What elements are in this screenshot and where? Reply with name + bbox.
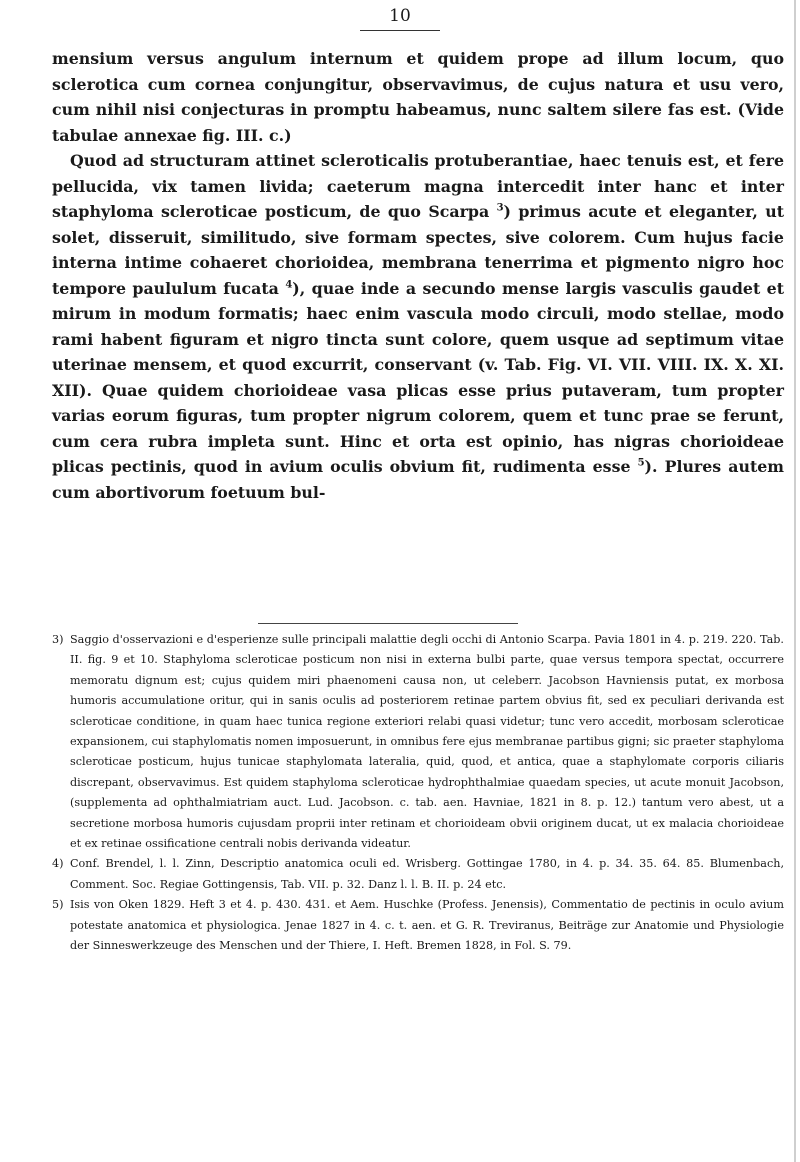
footnote-3	[52, 630, 784, 854]
paragraph-structure: Quod ad structuram attinet scleroticalis protuberantiae, haec tenuis est, et fere pellucida, vix tamen livida; caeterum magna intercedit inter hanc et inter staphyloma scleroticae posticum, de quo Scarpa $^3$) primus acute et eleganter, ut solet, disseruit, similitudo, sive formam spectes, sive colorem. Cum hujus facie interna intime cohaeret chorioidea, membrana tenerrima et pigmento nigro hoc tempore paululum fucata $^4$), quae inde a secundo mense largis vasculis gaudet et mirum in modum formatis; haec enim vascula modo circuli, modo stellae, modo rami habent figuram et nigro tincta sunt colore, quem usque ad septimum vitae uterinae mensem, et quod excurrit, conservant (v. Tab. Fig. VI. VII. VIII. IX. X. XI. XII). Quae quidem chorioideae vasa plicas esse prius putaveram, tum propter varias eorum figuras, tum propter nigrum colorem, quem et tunc prae se ferunt, cum cera rubra impleta sunt. Hinc et orta est opinio, has nigras chorioideae plicas pectinis, quod in avium oculis obvium fit, rudimenta esse $^5$). Plures autem cum abortivorum foetuum bul-	[52, 151, 785, 502]
paragraph-2-text-c: , quae inde a secundo mense largis vasculis gaudet et mirum in modum formatis; haec enim vascula modo circuli, modo stellae, modo rami habent figuram et nigro tincta sunt colore, quem usque ad septimum vitae uterinae mensem, et quod excurrit, conservant (v. Tab. Fig. VI. VII. VIII. IX. X. XI. XII). Quae quidem chorioideae vasa plicas esse prius putaveram, tum propter varias eorum figuras, tum propter nigrum colorem, quem et tunc prae se ferunt, cum cera rubra impleta sunt. Hinc et orta est opinio, has nigras chorioideae plicas pectinis, quod in avium oculis obvium fit, rudimenta esse	[52, 278, 784, 476]
footnote-text: Conf. Brendel, l. l. Zinn, Descriptio anatomica oculi ed. Wrisberg. Gottingae 1780, in 4. p. 34. 35. 64. 85. Blumenbach, Comment. Soc. Regiae Gottingensis, Tab. VII. p. 32. Danz l. l. B. II. p. 24 etc.	[70, 857, 784, 891]
footnote-ref-3[interactable]: 3	[496, 202, 504, 214]
paragraph-continued	[52, 46, 784, 148]
footnote-number: 5)	[52, 898, 64, 912]
paragraph-2-text-d: . Plures autem cum abortivorum foetuum bul-	[52, 457, 785, 502]
footnotes-section	[52, 630, 784, 957]
footnote-number: 3)	[52, 633, 64, 646]
footnote-ref-4[interactable]: 4	[285, 279, 293, 291]
footnote-4	[52, 854, 784, 895]
footnote-text: Saggio d'osservazioni e d'esperienze sulle principali malattie degli occhi di Antonio Scarpa. Pavia 1801 in 4. p. 219. 220. Tab. II. fig. 9 et 10. Staphyloma scleroticae posticum non nisi in externa bulbi parte, quae versus tempora spectat, occurrere memoratu dignum est; cujus quidem miri phaenomeni causa non, ut celeberr. Jacobson Havniensis putat, ex morbosa humoris accumulatione oritur, qui in sanis oculis ad posteriorem retinae partem obvius fit, sed ex peculiari derivanda est scleroticae conditione, in quam haec tunica regione exteriori relabi quasi videtur; tunc vero accedit, morbosam scleroticae expansionem, cui staphylomatis nomen imposuerunt, in omnibus fere ejus membranae partibus gigni; sic praeter staphyloma scleroticae posticum, hujus tunicae staphylomata lateralia, quid, quod, et antica, quae a staphylomate corporis ciliaris discrepant, observavimus. Est quidem staphyloma scleroticae hydrophthalmiae quaedam species, ut acute monuit Jacobson, (supplementa ad ophthalmiatriam auct. Lud. Jacobson. c. tab. aen. Havniae, 1821 in 8. p. 12.) tantum vero abest, ut a secretione morbosa humoris cujusdam proprii inter retinam et chorioideam obvii originem ducat, ut ex malacia chorioideae et ex retinae ossificatione centrali nobis derivanda videatur.	[70, 633, 784, 851]
footnote-5	[52, 895, 784, 956]
page-number-rule	[360, 30, 440, 31]
footnote-separator	[258, 623, 518, 624]
paragraph-2-text-a: Quod ad structuram attinet scleroticalis protuberantiae, haec tenuis est, et fere pellucida, vix tamen livida; caeterum magna intercedit inter hanc et inter staphyloma scleroticae posticum, de quo Scarpa	[52, 151, 784, 221]
page-edge-shadow	[794, 0, 796, 1162]
paragraph-1-text: mensium versus angulum internum et quidem prope ad illum locum, quo sclerotica cum cornea conjungitur, observavimus, de cujus natura et usu vero, cum nihil nisi conjecturas in promptu habeamus, nunc saltem silere fas est. (Vide tabulae annexae fig. III. c.)	[52, 49, 784, 145]
main-text-body	[52, 46, 784, 505]
footnote-number: 4)	[52, 857, 64, 871]
footnote-text: Isis von Oken 1829. Heft 3 et 4. p. 430. 431. et Aem. Huschke (Profess. Jenensis), Commentatio de pectinis in oculo avium potestate anatomica et physiologica. Jenae 1827 in 4. c. t. aen. et G. R. Treviranus, Beiträge zur Anatomie und Physiologie der Sinneswerkzeuge des Menschen und der Thiere, I. Heft. Bremen 1828, in Fol. S. 79.	[70, 898, 784, 953]
paragraph-2-text-b: primus acute et eleganter, ut solet, disseruit, similitudo, sive formam spectes, sive colorem. Cum hujus facie interna intime cohaeret chorioidea, membrana tenerrima et pigmento nigro hoc tempore paululum fucata	[52, 202, 784, 298]
footnote-ref-5[interactable]: 5	[637, 457, 645, 469]
page-number: 10	[389, 6, 411, 26]
